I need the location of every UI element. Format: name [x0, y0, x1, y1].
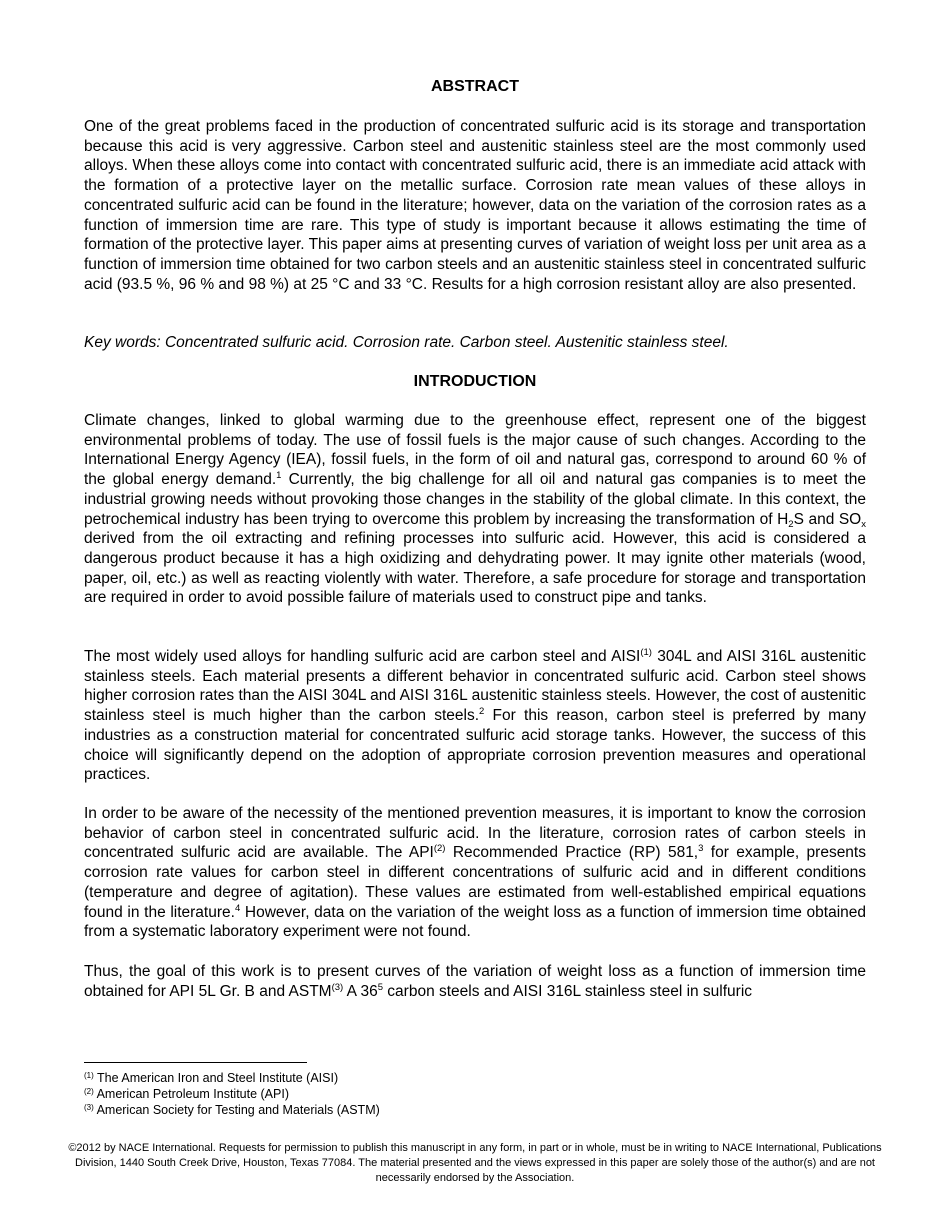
reference-4: 4 — [234, 902, 241, 914]
text-run: S and SO — [793, 510, 862, 528]
text-run: For this reason, carbon steel is preferred by many industries as a construction material for concentrated sulfuric acid storage tanks. However, the success of this choice will significantly depend on the adoption of appropriate corrosion prevention measures and operational practices. — [84, 707, 866, 784]
footnotes — [84, 1070, 684, 1118]
footnote-marker: (2) — [84, 1087, 94, 1096]
footnote-mark-2: (2) — [433, 843, 446, 855]
text-run: derived from the oil extracting and refining processes into sulfuric acid. However, this acid is considered a dangerous product because it has a high oxidizing and dehydrating power. It may ignite other materials (wood, paper, oil, etc.) as well as reacting violently with water. Therefore, a safe procedure for storage and transportation are required in order to avoid possible failure of materials used to construct pipe and tanks. — [84, 530, 866, 607]
text-run: Thus, the goal of this work is to present curves of the variation of weight loss as a function of immersion time obtained for API 5L Gr. B and ASTM — [84, 963, 866, 1000]
intro-paragraph-4 — [84, 962, 866, 1001]
reference-5: 5 — [377, 981, 383, 993]
footnote-mark-3: (3) — [331, 981, 344, 993]
footnote-3 — [84, 1102, 684, 1118]
text-run: The most widely used alloys for handling sulfuric acid are carbon steel and AISI — [84, 648, 641, 665]
intro-paragraph-2 — [84, 647, 866, 785]
introduction-heading: INTRODUCTION — [413, 373, 537, 390]
reference-2: 2 — [479, 706, 485, 718]
copyright-notice: ©2012 by NACE International. Requests for permission to publish this manuscript in any form, in part or in whole, must be in writing to NACE International, Publications Division, 1440 South Creek Drive, Houston, Texas 77084. The material presented and the views expressed in this paper are solely those of the author(s) and are not necessarily endorsed by the Association. — [68, 1142, 882, 1184]
subscript-2: 2 — [788, 518, 794, 530]
abstract-heading: ABSTRACT — [431, 78, 519, 95]
reference-1: 1 — [276, 470, 282, 482]
text-run: Climate changes, linked to global warming due to the greenhouse effect, represent one of the biggest environmental problems of today. The use of fossil fuels is the major cause of such changes. According to the International Energy Agency (IEA), fossil fuels, in the form of oil and natural gas, correspond to around 60 % of the global energy demand. — [84, 412, 866, 489]
footnote-marker: (3) — [84, 1103, 94, 1112]
text-run: for example, presents corrosion rate values for carbon steel in different concentrations of sulfuric acid and in different conditions (temperature and degree of agitation). These values are estimated from well-established empirical equations found in the literature. — [84, 844, 866, 921]
text-run: Recommended Practice (RP) 581, — [445, 844, 699, 862]
intro-paragraph-3 — [84, 804, 866, 942]
text-run: A 36 — [343, 982, 378, 1000]
footnote-text: American Society for Testing and Materials (ASTM) — [93, 1103, 380, 1117]
footnote-divider — [84, 1062, 307, 1063]
abstract-body: One of the great problems faced in the production of concentrated sulfuric acid is its storage and transportation because this acid is very aggressive. Carbon steel and austenitic stainless steel are the most commonly used alloys. When these alloys come into contact with concentrated sulfuric acid, there is an immediate acid attack with the formation of a protective layer on the metallic surface. Corrosion rate mean values of these alloys in concentrated sulfuric acid can be found in the literature; however, data on the variation of the corrosion rates as a function of immersion time are rare. This type of study is important because it allows estimating the time of formation of the protective layer. This paper aims at presenting curves of variation of weight loss per unit area as a function of immersion time obtained for two carbon steels and an austenitic stainless steel in concentrated sulfuric acid (93.5 %, 96 % and 98 %) at 25 °C and 33 °C. Results for a high corrosion resistant alloy are also presented. — [84, 118, 867, 293]
text-run: In order to be aware of the necessity of the mentioned prevention measures, it is important to know the corrosion behavior of carbon steel in concentrated sulfuric acid. In the literature, corrosion rates of carbon steels in concentrated sulfuric acid are available. The API — [84, 805, 866, 862]
text-run: carbon steels and AISI 316L stainless steel in sulfuric — [382, 982, 753, 1000]
text-run: However, data on the variation of the weight loss as a function of immersion time obtained from a systematic laboratory experiment were not found. — [84, 903, 866, 941]
keywords-line: Key words: Concentrated sulfuric acid. Corrosion rate. Carbon steel. Austenitic stainless steel. — [84, 334, 729, 351]
reference-3: 3 — [698, 843, 704, 855]
footnote-2 — [84, 1086, 684, 1102]
footnote-mark-1: (1) — [640, 647, 652, 658]
footnote-text: American Petroleum Institute (API) — [93, 1087, 289, 1101]
footnote-text: The American Iron and Steel Institute (AISI) — [93, 1071, 339, 1085]
footnote-1 — [84, 1070, 684, 1086]
text-run: 304L and AISI 316L austenitic stainless steels. Each material presents a different behavior in concentrated sulfuric acid. Carbon steel shows higher corrosion rates than the AISI 304L and AISI 316L austenitic stainless steels. However, the cost of austenitic stainless steel is much higher than the carbon steels. — [84, 648, 866, 725]
text-run: Currently, the big challenge for all oil and natural gas companies is to meet the industrial growing needs without provoking those changes in the stability of the global climate. In this context, the petrochemical industry has been trying to overcome this problem by increasing the transformation of H — [84, 471, 866, 528]
subscript-x: x — [861, 518, 866, 530]
footnote-marker: (1) — [84, 1071, 94, 1080]
intro-paragraph-1 — [84, 411, 866, 608]
